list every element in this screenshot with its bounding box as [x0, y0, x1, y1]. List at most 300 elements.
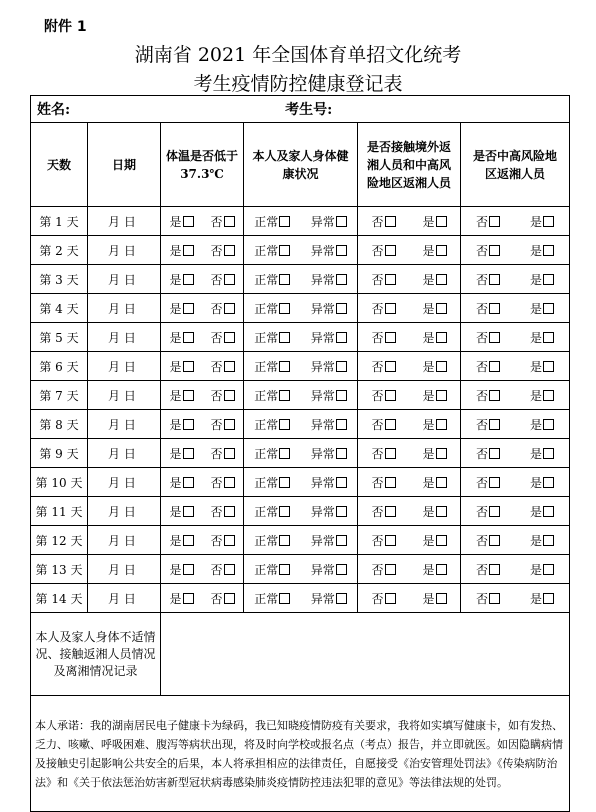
checkbox-icon[interactable] — [385, 390, 396, 401]
date-field[interactable]: 月 日 — [88, 236, 161, 265]
checkbox-icon[interactable] — [336, 274, 347, 285]
checkbox-icon[interactable] — [385, 593, 396, 604]
checkbox-icon[interactable] — [489, 245, 500, 256]
contact-choice[interactable] — [358, 497, 461, 526]
checkbox-icon[interactable] — [224, 216, 235, 227]
high-risk-choice[interactable] — [461, 497, 570, 526]
checkbox-icon[interactable] — [336, 535, 347, 546]
checkbox-icon[interactable] — [224, 477, 235, 488]
high-risk-choice-option[interactable] — [476, 590, 500, 607]
checkbox-icon[interactable] — [385, 477, 396, 488]
temperature-choice-option[interactable] — [169, 213, 193, 230]
high-risk-choice-option[interactable] — [476, 271, 500, 288]
checkbox-icon[interactable] — [543, 564, 554, 575]
health-choice[interactable] — [244, 439, 358, 468]
checkbox-icon[interactable] — [336, 245, 347, 256]
checkbox-icon[interactable] — [543, 274, 554, 285]
checkbox-icon[interactable] — [385, 535, 396, 546]
date-field[interactable]: 月 日 — [88, 294, 161, 323]
checkbox-icon[interactable] — [224, 535, 235, 546]
health-choice-option[interactable] — [311, 474, 347, 491]
checkbox-icon[interactable] — [543, 477, 554, 488]
date-field[interactable]: 月 日 — [88, 265, 161, 294]
contact-choice-option[interactable] — [371, 358, 395, 375]
high-risk-choice-option[interactable] — [530, 416, 554, 433]
checkbox-icon[interactable] — [224, 361, 235, 372]
checkbox-icon[interactable] — [543, 535, 554, 546]
temperature-choice-option[interactable] — [169, 300, 193, 317]
date-field[interactable]: 月 日 — [88, 439, 161, 468]
checkbox-icon[interactable] — [436, 593, 447, 604]
health-choice-option[interactable] — [254, 329, 290, 346]
high-risk-choice-option[interactable] — [476, 358, 500, 375]
temperature-choice[interactable] — [161, 584, 244, 613]
checkbox-icon[interactable] — [385, 361, 396, 372]
health-choice-option[interactable] — [254, 300, 290, 317]
high-risk-choice-option[interactable] — [530, 329, 554, 346]
high-risk-choice-option[interactable] — [530, 271, 554, 288]
contact-choice-option[interactable] — [371, 329, 395, 346]
checkbox-icon[interactable] — [543, 448, 554, 459]
checkbox-icon[interactable] — [336, 448, 347, 459]
contact-choice-option[interactable] — [422, 503, 446, 520]
checkbox-icon[interactable] — [183, 448, 194, 459]
checkbox-icon[interactable] — [183, 245, 194, 256]
checkbox-icon[interactable] — [336, 361, 347, 372]
high-risk-choice-option[interactable] — [476, 561, 500, 578]
high-risk-choice[interactable] — [461, 381, 570, 410]
checkbox-icon[interactable] — [436, 274, 447, 285]
high-risk-choice-option[interactable] — [476, 503, 500, 520]
health-choice-option[interactable] — [311, 590, 347, 607]
contact-choice-option[interactable] — [371, 416, 395, 433]
health-choice-option[interactable] — [311, 271, 347, 288]
checkbox-icon[interactable] — [224, 593, 235, 604]
checkbox-icon[interactable] — [224, 419, 235, 430]
checkbox-icon[interactable] — [224, 245, 235, 256]
temperature-choice-option[interactable] — [210, 503, 234, 520]
checkbox-icon[interactable] — [183, 593, 194, 604]
contact-choice-option[interactable] — [371, 532, 395, 549]
checkbox-icon[interactable] — [336, 564, 347, 575]
checkbox-icon[interactable] — [436, 303, 447, 314]
high-risk-choice-option[interactable] — [530, 561, 554, 578]
temperature-choice-option[interactable] — [169, 561, 193, 578]
date-field[interactable]: 月 日 — [88, 497, 161, 526]
temperature-choice-option[interactable] — [169, 416, 193, 433]
checkbox-icon[interactable] — [183, 477, 194, 488]
high-risk-choice[interactable] — [461, 526, 570, 555]
high-risk-choice-option[interactable] — [476, 329, 500, 346]
temperature-choice-option[interactable] — [169, 445, 193, 462]
option-label: 否 — [371, 562, 384, 577]
checkbox-icon[interactable] — [436, 216, 447, 227]
high-risk-choice[interactable] — [461, 294, 570, 323]
high-risk-choice-option[interactable] — [476, 474, 500, 491]
checkbox-icon[interactable] — [489, 216, 500, 227]
checkbox-icon[interactable] — [489, 448, 500, 459]
checkbox-icon[interactable] — [543, 506, 554, 517]
health-choice-option[interactable] — [311, 329, 347, 346]
checkbox-icon[interactable] — [279, 564, 290, 575]
checkbox-icon[interactable] — [436, 361, 447, 372]
health-choice[interactable] — [244, 323, 358, 352]
checkbox-icon[interactable] — [489, 390, 500, 401]
checkbox-icon[interactable] — [489, 419, 500, 430]
high-risk-choice-option[interactable] — [530, 590, 554, 607]
health-choice-option[interactable] — [254, 387, 290, 404]
health-choice-option[interactable] — [311, 445, 347, 462]
checkbox-icon[interactable] — [436, 332, 447, 343]
checkbox-icon[interactable] — [279, 274, 290, 285]
checkbox-icon[interactable] — [183, 332, 194, 343]
health-choice-option[interactable] — [311, 561, 347, 578]
high-risk-choice-option[interactable] — [530, 503, 554, 520]
checkbox-icon[interactable] — [336, 477, 347, 488]
contact-choice-option[interactable] — [371, 387, 395, 404]
high-risk-choice[interactable] — [461, 410, 570, 439]
contact-choice-option[interactable] — [422, 387, 446, 404]
checkbox-icon[interactable] — [183, 216, 194, 227]
checkbox-icon[interactable] — [279, 535, 290, 546]
checkbox-icon[interactable] — [489, 506, 500, 517]
health-choice[interactable] — [244, 468, 358, 497]
date-field[interactable]: 月 日 — [88, 207, 161, 236]
temperature-choice-option[interactable] — [210, 445, 234, 462]
checkbox-icon[interactable] — [183, 419, 194, 430]
checkbox-icon[interactable] — [489, 477, 500, 488]
high-risk-choice[interactable] — [461, 468, 570, 497]
checkbox-icon[interactable] — [385, 274, 396, 285]
checkbox-icon[interactable] — [279, 245, 290, 256]
contact-choice-option[interactable] — [371, 213, 395, 230]
health-choice-option[interactable] — [254, 590, 290, 607]
health-choice[interactable] — [244, 584, 358, 613]
health-choice[interactable] — [244, 526, 358, 555]
temperature-choice-option[interactable] — [210, 271, 234, 288]
high-risk-choice-option[interactable] — [530, 387, 554, 404]
checkbox-icon[interactable] — [436, 419, 447, 430]
date-field[interactable]: 月 日 — [88, 323, 161, 352]
high-risk-choice[interactable] — [461, 207, 570, 236]
checkbox-icon[interactable] — [436, 448, 447, 459]
date-field[interactable]: 月 日 — [88, 352, 161, 381]
checkbox-icon[interactable] — [436, 535, 447, 546]
high-risk-choice-option[interactable] — [476, 300, 500, 317]
checkbox-icon[interactable] — [385, 419, 396, 430]
checkbox-icon[interactable] — [543, 419, 554, 430]
health-choice[interactable] — [244, 381, 358, 410]
temperature-choice[interactable] — [161, 555, 244, 584]
checkbox-icon[interactable] — [279, 390, 290, 401]
contact-choice[interactable] — [358, 439, 461, 468]
checkbox-icon[interactable] — [183, 506, 194, 517]
checkbox-icon[interactable] — [543, 361, 554, 372]
contact-choice[interactable] — [358, 381, 461, 410]
checkbox-icon[interactable] — [489, 593, 500, 604]
temperature-choice-option[interactable] — [210, 416, 234, 433]
checkbox-icon[interactable] — [436, 564, 447, 575]
checkbox-icon[interactable] — [183, 390, 194, 401]
checkbox-icon[interactable] — [385, 564, 396, 575]
checkbox-icon[interactable] — [436, 477, 447, 488]
health-choice-option[interactable] — [311, 416, 347, 433]
contact-choice-option[interactable] — [422, 532, 446, 549]
temperature-choice-option[interactable] — [169, 532, 193, 549]
checkbox-icon[interactable] — [436, 245, 447, 256]
high-risk-choice-option[interactable] — [476, 242, 500, 259]
temperature-choice-option[interactable] — [169, 329, 193, 346]
checkbox-icon[interactable] — [489, 303, 500, 314]
high-risk-choice[interactable] — [461, 265, 570, 294]
contact-choice-option[interactable] — [371, 242, 395, 259]
checkbox-icon[interactable] — [336, 303, 347, 314]
high-risk-choice-option[interactable] — [476, 532, 500, 549]
temperature-choice-option[interactable] — [169, 590, 193, 607]
contact-choice-option[interactable] — [371, 445, 395, 462]
checkbox-icon[interactable] — [543, 216, 554, 227]
contact-choice[interactable] — [358, 526, 461, 555]
health-choice-option[interactable] — [311, 213, 347, 230]
checkbox-icon[interactable] — [279, 593, 290, 604]
high-risk-choice-option[interactable] — [530, 445, 554, 462]
health-choice-option[interactable] — [254, 561, 290, 578]
health-choice[interactable] — [244, 352, 358, 381]
checkbox-icon[interactable] — [279, 216, 290, 227]
temperature-choice[interactable] — [161, 352, 244, 381]
day-row — [31, 381, 570, 410]
health-choice-option[interactable] — [254, 213, 290, 230]
checkbox-icon[interactable] — [489, 361, 500, 372]
health-choice-option[interactable] — [311, 532, 347, 549]
temperature-choice[interactable] — [161, 381, 244, 410]
health-choice-option[interactable] — [254, 474, 290, 491]
health-choice[interactable] — [244, 207, 358, 236]
checkbox-icon[interactable] — [436, 506, 447, 517]
remarks-field[interactable] — [161, 613, 570, 696]
contact-choice-option[interactable] — [371, 503, 395, 520]
contact-choice[interactable] — [358, 468, 461, 497]
temperature-choice[interactable] — [161, 265, 244, 294]
temperature-choice[interactable] — [161, 410, 244, 439]
checkbox-icon[interactable] — [385, 245, 396, 256]
checkbox-icon[interactable] — [279, 419, 290, 430]
contact-choice[interactable] — [358, 265, 461, 294]
contact-choice-option[interactable] — [371, 271, 395, 288]
contact-choice-option[interactable] — [371, 590, 395, 607]
temperature-choice[interactable] — [161, 468, 244, 497]
checkbox-icon[interactable] — [279, 361, 290, 372]
checkbox-icon[interactable] — [336, 419, 347, 430]
checkbox-icon[interactable] — [183, 303, 194, 314]
high-risk-choice-option[interactable] — [476, 213, 500, 230]
health-choice[interactable] — [244, 555, 358, 584]
checkbox-icon[interactable] — [436, 390, 447, 401]
health-choice-option[interactable] — [311, 358, 347, 375]
contact-choice-option[interactable] — [371, 474, 395, 491]
checkbox-icon[interactable] — [543, 332, 554, 343]
checkbox-icon[interactable] — [489, 274, 500, 285]
health-choice-option[interactable] — [311, 242, 347, 259]
high-risk-choice[interactable] — [461, 323, 570, 352]
date-field[interactable]: 月 日 — [88, 410, 161, 439]
temperature-choice[interactable] — [161, 497, 244, 526]
contact-choice-option[interactable] — [422, 213, 446, 230]
temperature-choice-option[interactable] — [210, 387, 234, 404]
contact-choice-option[interactable] — [371, 300, 395, 317]
checkbox-icon[interactable] — [543, 303, 554, 314]
checkbox-icon[interactable] — [385, 448, 396, 459]
contact-choice-option[interactable] — [422, 242, 446, 259]
temperature-choice[interactable] — [161, 526, 244, 555]
high-risk-choice[interactable] — [461, 584, 570, 613]
temperature-choice-option[interactable] — [210, 300, 234, 317]
health-choice-option[interactable] — [311, 503, 347, 520]
health-choice[interactable] — [244, 497, 358, 526]
health-choice-option[interactable] — [311, 300, 347, 317]
health-choice-option[interactable] — [311, 387, 347, 404]
health-choice-option[interactable] — [254, 445, 290, 462]
high-risk-choice-option[interactable] — [530, 474, 554, 491]
contact-choice[interactable] — [358, 555, 461, 584]
date-field[interactable]: 月 日 — [88, 584, 161, 613]
high-risk-choice-option[interactable] — [530, 358, 554, 375]
high-risk-choice-option[interactable] — [476, 416, 500, 433]
checkbox-icon[interactable] — [224, 448, 235, 459]
contact-choice-option[interactable] — [422, 445, 446, 462]
health-choice[interactable] — [244, 294, 358, 323]
health-choice-option[interactable] — [254, 271, 290, 288]
contact-choice-option[interactable] — [422, 329, 446, 346]
contact-choice[interactable] — [358, 236, 461, 265]
date-field[interactable]: 月 日 — [88, 555, 161, 584]
option-label: 是 — [169, 243, 182, 258]
contact-choice[interactable] — [358, 323, 461, 352]
temperature-choice-option[interactable] — [210, 213, 234, 230]
high-risk-choice[interactable] — [461, 555, 570, 584]
date-field[interactable]: 月 日 — [88, 468, 161, 497]
temperature-choice-option[interactable] — [210, 358, 234, 375]
checkbox-icon[interactable] — [224, 332, 235, 343]
contact-choice-option[interactable] — [422, 590, 446, 607]
checkbox-icon[interactable] — [279, 506, 290, 517]
health-choice-option[interactable] — [254, 416, 290, 433]
contact-choice-option[interactable] — [422, 358, 446, 375]
temperature-choice-option[interactable] — [210, 532, 234, 549]
checkbox-icon[interactable] — [336, 593, 347, 604]
checkbox-icon[interactable] — [183, 564, 194, 575]
contact-choice-option[interactable] — [422, 300, 446, 317]
checkbox-icon[interactable] — [385, 303, 396, 314]
checkbox-icon[interactable] — [183, 361, 194, 372]
checkbox-icon[interactable] — [385, 216, 396, 227]
date-field[interactable]: 月 日 — [88, 526, 161, 555]
temperature-choice-option[interactable] — [169, 503, 193, 520]
contact-choice-option[interactable] — [422, 561, 446, 578]
temperature-choice[interactable] — [161, 323, 244, 352]
high-risk-choice[interactable] — [461, 236, 570, 265]
temperature-choice[interactable] — [161, 236, 244, 265]
health-choice-option[interactable] — [254, 242, 290, 259]
high-risk-choice-option[interactable] — [530, 532, 554, 549]
high-risk-choice-option[interactable] — [530, 300, 554, 317]
high-risk-choice-option[interactable] — [530, 213, 554, 230]
checkbox-icon[interactable] — [224, 303, 235, 314]
high-risk-choice-option[interactable] — [530, 242, 554, 259]
contact-choice-option[interactable] — [422, 474, 446, 491]
temperature-choice-option[interactable] — [210, 474, 234, 491]
option-label: 否 — [210, 562, 223, 577]
contact-choice-option[interactable] — [422, 271, 446, 288]
contact-choice[interactable] — [358, 410, 461, 439]
high-risk-choice[interactable] — [461, 352, 570, 381]
contact-choice-option[interactable] — [371, 561, 395, 578]
date-field[interactable]: 月 日 — [88, 381, 161, 410]
checkbox-icon[interactable] — [336, 390, 347, 401]
health-choice-option[interactable] — [254, 503, 290, 520]
checkbox-icon[interactable] — [224, 506, 235, 517]
temperature-choice[interactable] — [161, 207, 244, 236]
high-risk-choice-option[interactable] — [476, 445, 500, 462]
health-choice-option[interactable] — [254, 358, 290, 375]
temperature-choice-option[interactable] — [169, 387, 193, 404]
health-choice[interactable] — [244, 265, 358, 294]
checkbox-icon[interactable] — [183, 274, 194, 285]
high-risk-choice-option[interactable] — [476, 387, 500, 404]
health-choice[interactable] — [244, 410, 358, 439]
contact-choice[interactable] — [358, 352, 461, 381]
checkbox-icon[interactable] — [385, 332, 396, 343]
health-choice[interactable] — [244, 236, 358, 265]
contact-choice[interactable] — [358, 584, 461, 613]
checkbox-icon[interactable] — [336, 216, 347, 227]
checkbox-icon[interactable] — [336, 332, 347, 343]
temperature-choice-option[interactable] — [210, 590, 234, 607]
checkbox-icon[interactable] — [543, 593, 554, 604]
option-label: 是 — [422, 475, 435, 490]
checkbox-icon[interactable] — [279, 448, 290, 459]
temperature-choice-option[interactable] — [169, 271, 193, 288]
temperature-choice-option[interactable] — [210, 329, 234, 346]
checkbox-icon[interactable] — [183, 535, 194, 546]
temperature-choice[interactable] — [161, 439, 244, 468]
contact-choice[interactable] — [358, 207, 461, 236]
temperature-choice-option[interactable] — [210, 561, 234, 578]
checkbox-icon[interactable] — [385, 506, 396, 517]
temperature-choice-option[interactable] — [169, 358, 193, 375]
checkbox-icon[interactable] — [489, 564, 500, 575]
checkbox-icon[interactable] — [489, 535, 500, 546]
checkbox-icon[interactable] — [224, 390, 235, 401]
checkbox-icon[interactable] — [543, 245, 554, 256]
checkbox-icon[interactable] — [279, 303, 290, 314]
temperature-choice-option[interactable] — [169, 474, 193, 491]
temperature-choice[interactable] — [161, 294, 244, 323]
checkbox-icon[interactable] — [336, 506, 347, 517]
temperature-choice-option[interactable] — [169, 242, 193, 259]
checkbox-icon[interactable] — [224, 274, 235, 285]
high-risk-choice[interactable] — [461, 439, 570, 468]
checkbox-icon[interactable] — [224, 564, 235, 575]
checkbox-icon[interactable] — [489, 332, 500, 343]
contact-choice-option[interactable] — [422, 416, 446, 433]
checkbox-icon[interactable] — [279, 477, 290, 488]
checkbox-icon[interactable] — [543, 390, 554, 401]
health-choice-option[interactable] — [254, 532, 290, 549]
checkbox-icon[interactable] — [279, 332, 290, 343]
contact-choice[interactable] — [358, 294, 461, 323]
temperature-choice-option[interactable] — [210, 242, 234, 259]
